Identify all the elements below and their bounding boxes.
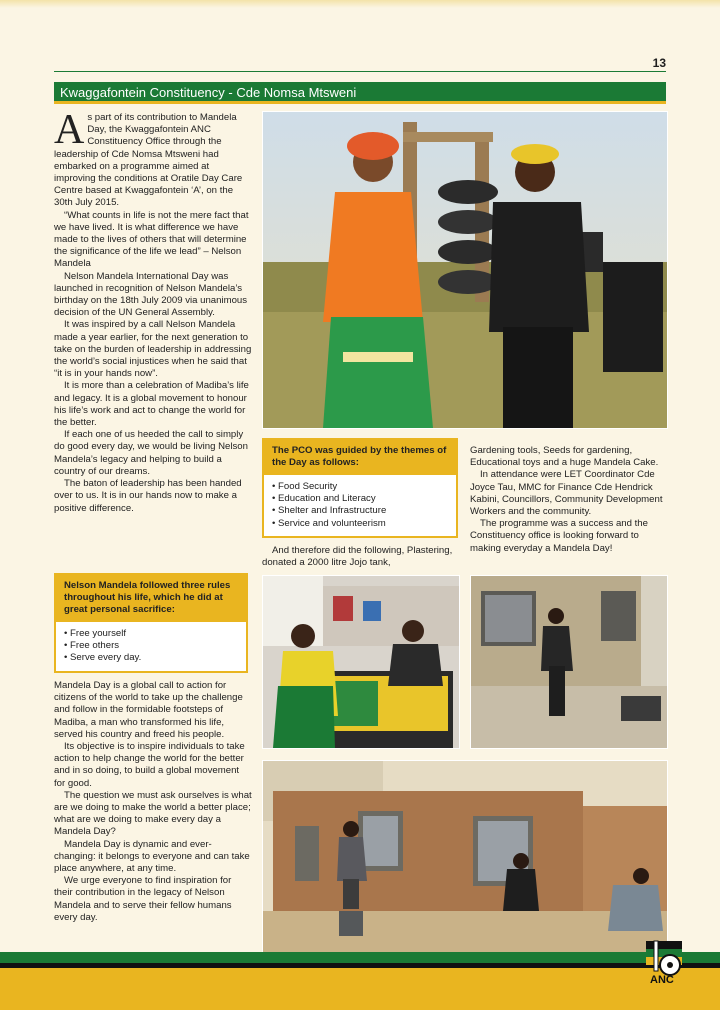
themes-list xyxy=(264,475,456,536)
paragraph: “What counts in life is not the mere fact that we have lived. It is what difference we have made to the lives of others that will determine the significance of the life we lead” – Nelson Mandela xyxy=(54,209,249,270)
themes-box xyxy=(262,438,458,538)
rules-box xyxy=(54,573,248,673)
list-item: • Service and volunteerism xyxy=(272,518,448,530)
photo-illustration xyxy=(471,576,667,748)
themes-box-heading: The PCO was guided by the themes of the Day as follows: xyxy=(264,440,456,475)
photo-illustration xyxy=(263,576,459,748)
header-rule xyxy=(54,71,666,72)
list-item: • Free yourself xyxy=(64,628,238,640)
page-number: 13 xyxy=(652,56,666,70)
drop-cap: A xyxy=(54,107,85,153)
photo-illustration xyxy=(263,761,667,953)
section-title: Kwaggafontein Constituency - Cde Nomsa Mtsweni xyxy=(60,85,357,100)
column-1-lower xyxy=(54,680,252,924)
paragraph: If each one of us heeded the call to simply do good every day, we would be living Nelson Mandela’s legacy and helping to build a country of our dreams. xyxy=(54,429,248,477)
column-2-text xyxy=(262,545,458,569)
photo-two-women-playground xyxy=(262,111,668,429)
photo-illustration xyxy=(263,112,667,428)
section-title-bar xyxy=(54,82,666,104)
footer-gold-band xyxy=(0,968,720,1010)
column-1-upper xyxy=(54,107,252,515)
column-3-text xyxy=(470,445,666,555)
paragraph: We urge everyone to find inspiration for their contribution in the legacy of Nelson Mandela and to serve their fellow humans every day. xyxy=(54,875,232,923)
paragraph: Mandela Day is a global call to action for citizens of the world to take up the challenge and follow in the formidable footsteps of Madiba, a man who transformed his life, served his country and freed his people. xyxy=(54,680,243,740)
paragraph: Nelson Mandela International Day was launched in recognition of Nelson Mandela’s birthday on the 18th July 2009 via unanimous decision of the UN General Assembly. xyxy=(54,270,248,319)
footer-green-band xyxy=(0,952,720,963)
paragraph: The baton of leadership has been handed over to us. It is in our hands now to make a positive difference. xyxy=(54,478,242,514)
paragraph: Gardening tools, Seeds for gardening, Educational toys and a huge Mandela Cake. xyxy=(470,445,659,469)
anc-logo-text: ANC xyxy=(650,974,674,986)
list-item: • Free others xyxy=(64,640,238,652)
paragraph: And therefore did the following, Plastering, donated a 2000 litre Jojo tank, xyxy=(262,545,453,569)
list-item: • Education and Literacy xyxy=(272,493,448,505)
list-item: • Serve every day. xyxy=(64,652,238,664)
list-item: • Shelter and Infrastructure xyxy=(272,505,448,517)
paragraph: In attendance were LET Coordinator Cde Joyce Tau, MMC for Finance Cde Hendrick Kabini, Councillors, Community Development Workers and the community. xyxy=(470,469,663,518)
photo-man-outside-house xyxy=(470,575,668,749)
photo-mandela-cake xyxy=(262,575,460,749)
paragraph: The question we must ask ourselves is what are we doing to make the world a better place; what are we doing to make every day a Mandela Day? xyxy=(54,789,252,838)
paragraph: Mandela Day is dynamic and ever-changing: it belongs to everyone and can take place anywhere, at any time. xyxy=(54,838,250,875)
paragraph: s part of its contribution to Mandela Day, the Kwaggafontein ANC Constituency Office through the leadership of Cde Nomsa Mtsweni had embarked on a programme aimed at improving the conditions at Oratile Day Care Centre based at Kwaggafontein ‘A’, on the 30th July 2015. xyxy=(54,112,243,209)
paragraph: The programme was a success and the Constituency office is looking forward to making everyday a Mandela Day! xyxy=(470,518,648,554)
paragraph: Its objective is to inspire individuals to take action to help change the world for the better and in so doing, to build a global movement for good. xyxy=(54,741,245,789)
list-item: • Food Security xyxy=(272,481,448,493)
paragraph: It is more than a celebration of Madiba’s life and legacy. It is a global movement to honour his life’s work and act to change the world for the better. xyxy=(54,380,249,429)
rules-box-heading: Nelson Mandela followed three rules throughout his life, which he did at great personal sacrifice: xyxy=(56,575,246,622)
rules-list xyxy=(56,622,246,671)
photo-plastering-building xyxy=(262,760,668,954)
paragraph: It was inspired by a call Nelson Mandela made a year earlier, for the next generation to take on the burden of leadership in addressing the world’s social injustices when he said that “it is in your hands now”. xyxy=(54,319,252,380)
top-gradient-strip xyxy=(0,0,720,8)
